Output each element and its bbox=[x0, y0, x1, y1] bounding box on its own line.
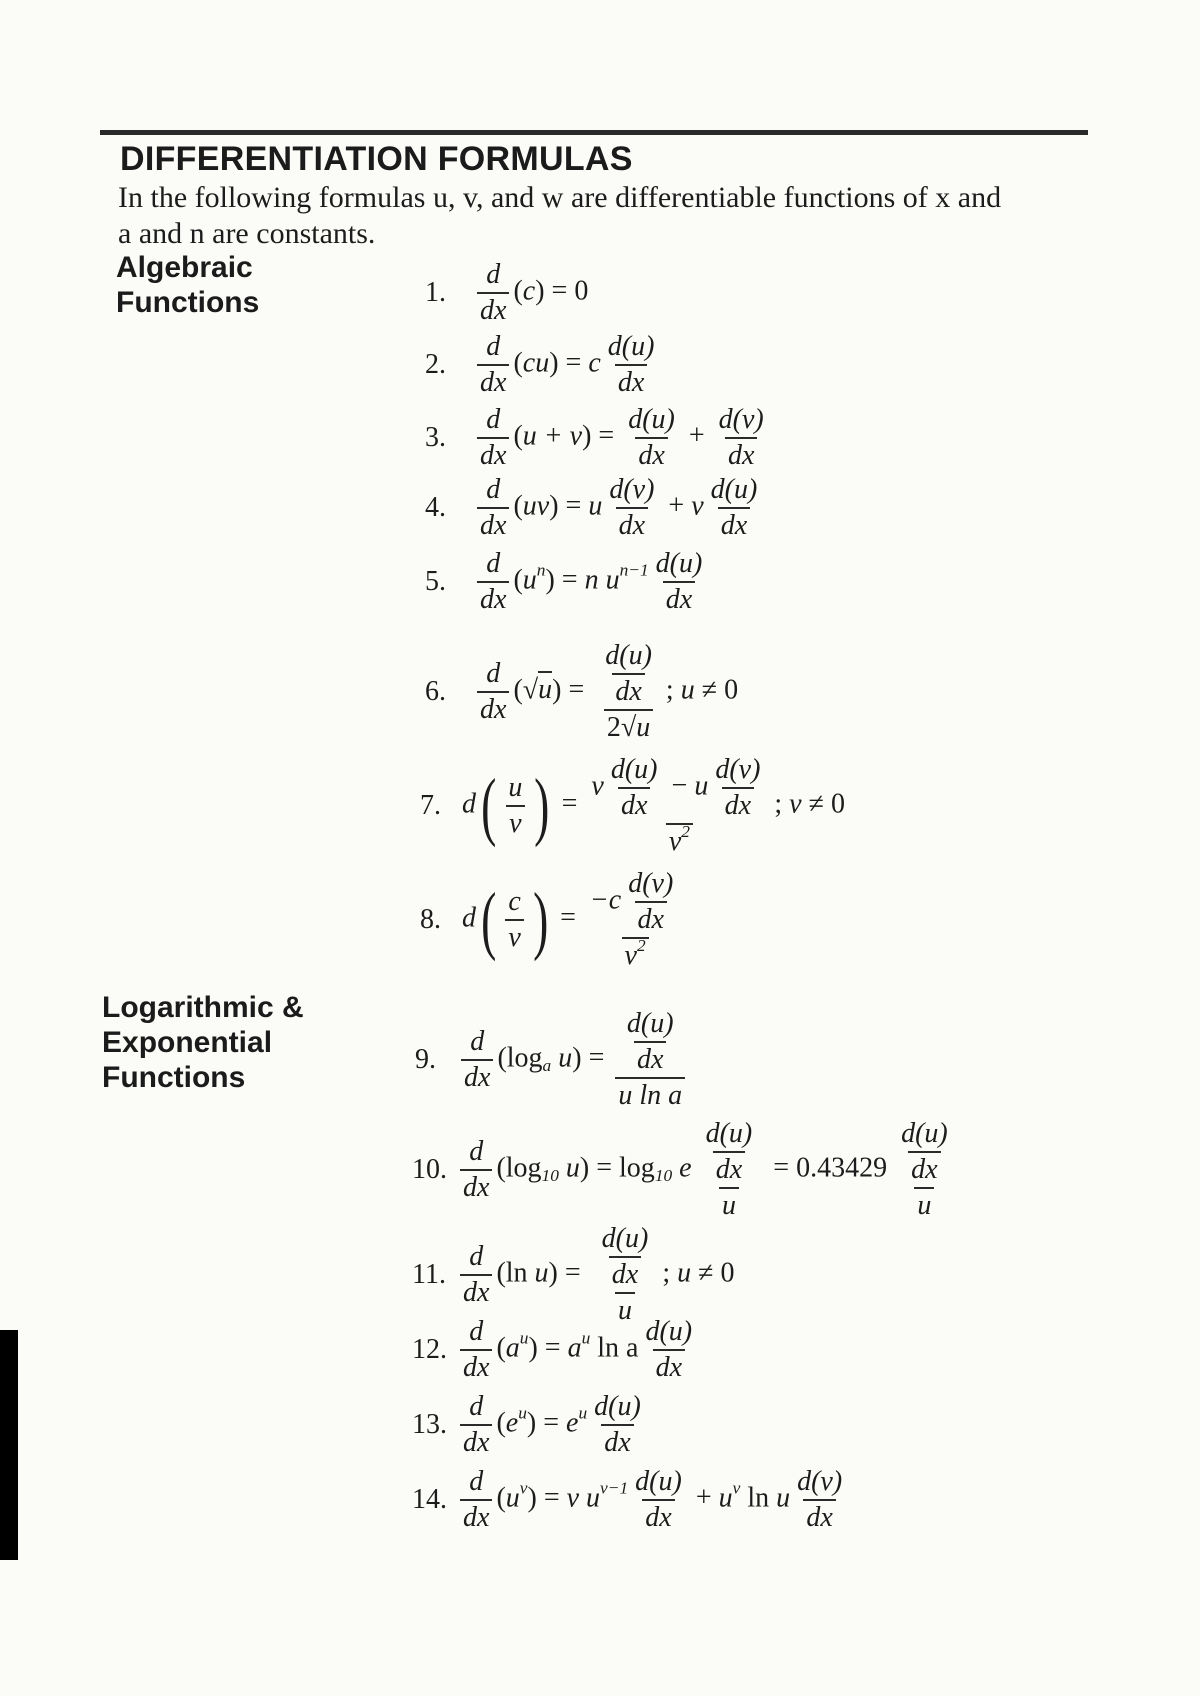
derivative-operator: $\frac{d}{dx}$ bbox=[460, 1393, 492, 1457]
formula-expression: $\frac{d}{dx}$ (√u) = $\frac{\frac{d(u)}{dx}}{2√u}$ ; u ≠ 0 bbox=[473, 642, 738, 742]
formula-expression: $\frac{d}{dx}$ ($\log_{10}$ $u) = \log_{10} e$ $\frac{\frac{d(u)}{dx}}{u}$ = 0.43429 $\frac{\frac{d(u)}{dx}}{u}$ bbox=[456, 1120, 962, 1220]
derivative-operator: $\frac{d}{dx}$ bbox=[461, 1028, 493, 1092]
formula-number: 1. bbox=[425, 277, 446, 308]
formula-number: 2. bbox=[425, 349, 446, 380]
formula-expression: $\frac{d}{dx}$ (uv) = u $\frac{d(v)}{dx}$ + v $\frac{d(u)}{dx}$ bbox=[473, 476, 764, 540]
formula-number: 10. bbox=[412, 1154, 447, 1185]
formula-expression: $\frac{d}{dx}$ (u + v) = $\frac{d(u)}{dx}$ + $\frac{d(v)}{dx}$ bbox=[473, 406, 771, 470]
derivative-operator: $\frac{d}{dx}$ bbox=[460, 1318, 492, 1382]
derivative-operator: $\frac{d}{dx}$ bbox=[477, 550, 509, 614]
formula-expression: $\frac{d}{dx}$ (c) = 0 bbox=[473, 261, 588, 325]
page-title: DIFFERENTIATION FORMULAS bbox=[120, 140, 633, 178]
top-rule bbox=[100, 130, 1088, 135]
formula-number: 4. bbox=[425, 492, 446, 523]
formula-expression: $\frac{d}{dx}$ (cu) = c $\frac{d(u)}{dx}$ bbox=[473, 333, 661, 397]
formula-number: 5. bbox=[425, 566, 446, 597]
formula-number: 13. bbox=[412, 1409, 447, 1440]
formula-expression: $\frac{d}{dx}$ $(u^v) = v$ $u^{v-1}$ $\frac{d(u)}{dx}$ + $u^v$ ln u $\frac{d(v)}{dx}$ bbox=[456, 1468, 849, 1532]
formula-expression: $\frac{d}{dx}$ (ln u) = $\frac{\frac{d(u)}{dx}}{u}$ ; u ≠ 0 bbox=[456, 1225, 734, 1325]
intro-paragraph bbox=[118, 180, 1098, 252]
formula-expression: $\frac{d}{dx}$ $(u^n) = n$ $u^{n-1}$ $\frac{d(u)}{dx}$ bbox=[473, 550, 709, 614]
formula-expression: $\frac{d}{dx}$ $(a^u) = a^u$ ln a $\frac{d(u)}{dx}$ bbox=[456, 1318, 699, 1382]
derivative-operator: $\frac{d}{dx}$ bbox=[460, 1138, 492, 1202]
formula-number: 7. bbox=[420, 790, 441, 821]
page-edge-shadow bbox=[0, 1330, 18, 1560]
intro-line-1: In the following formulas u, v, and w are differentiable functions of x and bbox=[118, 181, 1002, 214]
derivative-operator: $\frac{d}{dx}$ bbox=[477, 406, 509, 470]
section-label-logarithmic-exponential: Logarithmic & Exponential Functions bbox=[102, 991, 304, 1094]
formula-number: 12. bbox=[412, 1334, 447, 1365]
formula-expression: $\frac{d}{dx}$ ($\log_a$ u) = $\frac{\frac{d(u)}{dx}}{\text{u ln a}}$ bbox=[457, 1010, 689, 1110]
derivative-operator: $\frac{d}{dx}$ bbox=[477, 660, 509, 724]
derivative-operator: $\frac{d}{dx}$ bbox=[460, 1468, 492, 1532]
formula-number: 6. bbox=[425, 676, 446, 707]
derivative-operator: $\frac{d}{dx}$ bbox=[477, 261, 509, 325]
formula-number: 3. bbox=[425, 422, 446, 453]
derivative-operator: $\frac{d}{dx}$ bbox=[477, 476, 509, 540]
formula-number: 8. bbox=[420, 904, 441, 935]
formula-expression: d( $\frac{c}{v}$ ) = −c $\frac{d(v)}{dx}$ $v^2$ bbox=[462, 868, 674, 971]
formula-number: 9. bbox=[415, 1044, 436, 1075]
formula-expression: $\frac{d}{dx}$ $(e^u) = e^u$ $\frac{d(u)}{dx}$ bbox=[456, 1393, 648, 1457]
derivative-operator: $\frac{d}{dx}$ bbox=[477, 333, 509, 397]
intro-line-2: a and n are constants. bbox=[118, 217, 376, 250]
formula-number: 11. bbox=[412, 1259, 446, 1290]
section-label-algebraic: Algebraic Functions bbox=[116, 251, 260, 319]
derivative-operator: $\frac{d}{dx}$ bbox=[460, 1243, 492, 1307]
formula-number: 14. bbox=[412, 1484, 447, 1515]
formula-expression: d( $\frac{u}{v}$ ) = v $\frac{d(u)}{dx}$ − u $\frac{d(v)}{dx}$ $v^2$ ; v ≠ 0 bbox=[462, 754, 845, 857]
